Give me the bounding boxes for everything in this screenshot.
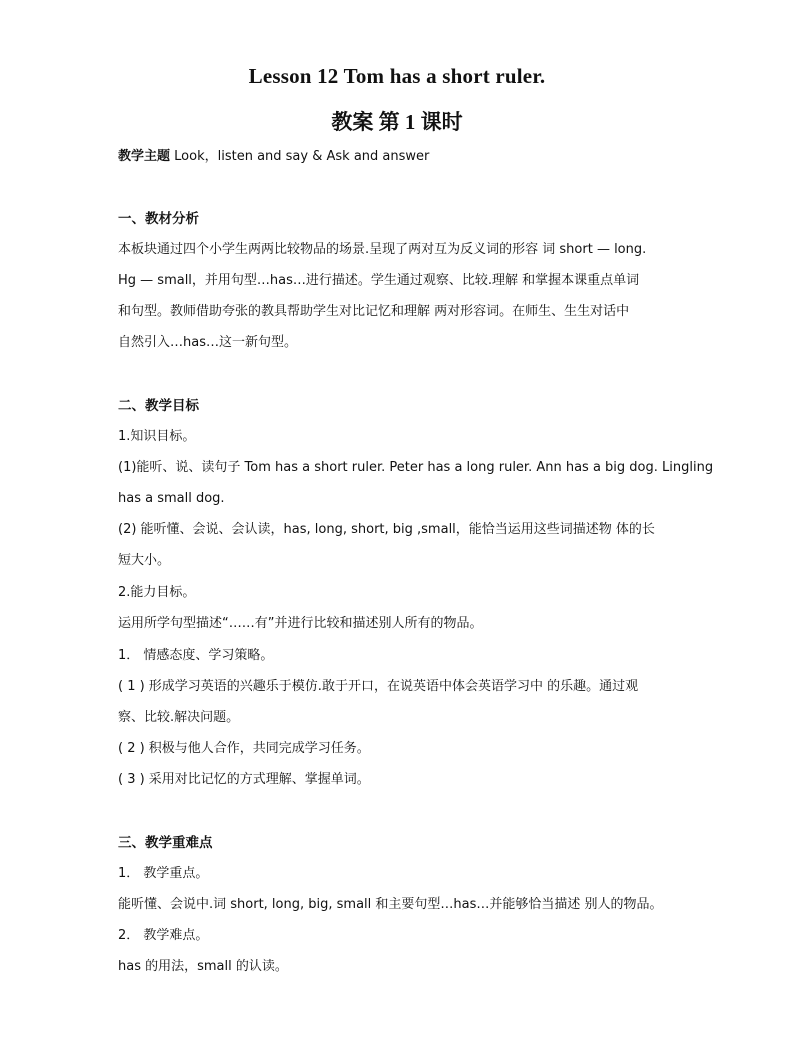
section3-line: 1． 教学重点。	[118, 866, 209, 881]
section3-line: has 的用法，small 的认读。	[118, 959, 288, 974]
section1-line: 自然引入…has…这一新句型。	[118, 335, 297, 350]
section3-heading: 三、教学重难点	[118, 835, 213, 851]
section2-line: ( 1 ) 形成学习英语的兴趣乐于模仿.敢于开口，在说英语中体会英语学习中 的乐趣。通过观	[118, 679, 639, 694]
section2-line: 短大小。	[118, 553, 171, 568]
lesson-subtitle: 教案 第 1 课时	[331, 110, 463, 134]
section1-line: 本板块通过四个小学生两两比较物品的场景.呈现了两对互为反义词的形容 词 short — long.	[118, 242, 647, 257]
section2-line: 1． 情感态度、学习策略。	[118, 648, 274, 663]
section2-line: (2) 能听懂、会说、会认读，has, long, short, big ,small，能恰当运用这些词描述物 体的长	[118, 522, 655, 537]
theme-line	[118, 148, 678, 166]
section1-heading: 一、教材分析	[118, 211, 199, 227]
section2-line: ( 2 ) 积极与他人合作，共同完成学习任务。	[118, 741, 370, 756]
section2-line: ( 3 ) 采用对比记忆的方式理解、掌握单词。	[118, 772, 370, 787]
section2-line: 1.知识目标。	[118, 429, 196, 444]
section2-line: 2.能力目标。	[118, 585, 196, 600]
section2-line: 察、比较.解决问题。	[118, 710, 240, 725]
section3-line: 2． 教学难点。	[118, 928, 209, 943]
section2-heading: 二、教学目标	[118, 398, 199, 414]
section1-line: Hg — small，并用句型…has…进行描述。学生通过观察、比较.理解 和掌握本课重点单词	[118, 273, 640, 288]
section2-line: (1)能听、说、读句子 Tom has a short ruler. Peter has a long ruler. Ann has a big dog. Lingling	[118, 460, 714, 475]
section2-line: has a small dog.	[118, 491, 225, 506]
section2-line: 运用所学句型描述“……有”并进行比较和描述别人所有的物品。	[118, 616, 483, 631]
section3-line: 能听懂、会说中.词 short, long, big, small 和主要句型…has…并能够恰当描述 别人的物品。	[118, 897, 663, 912]
theme-label: 教学主题	[118, 149, 171, 164]
lesson-title: Lesson 12 Tom has a short ruler.	[248, 64, 546, 88]
theme-value: Look，listen and say & Ask and answer	[174, 149, 430, 164]
section1-line: 和句型。教师借助夸张的教具帮助学生对比记忆和理解 两对形容词。在师生、生生对话中	[118, 304, 630, 319]
